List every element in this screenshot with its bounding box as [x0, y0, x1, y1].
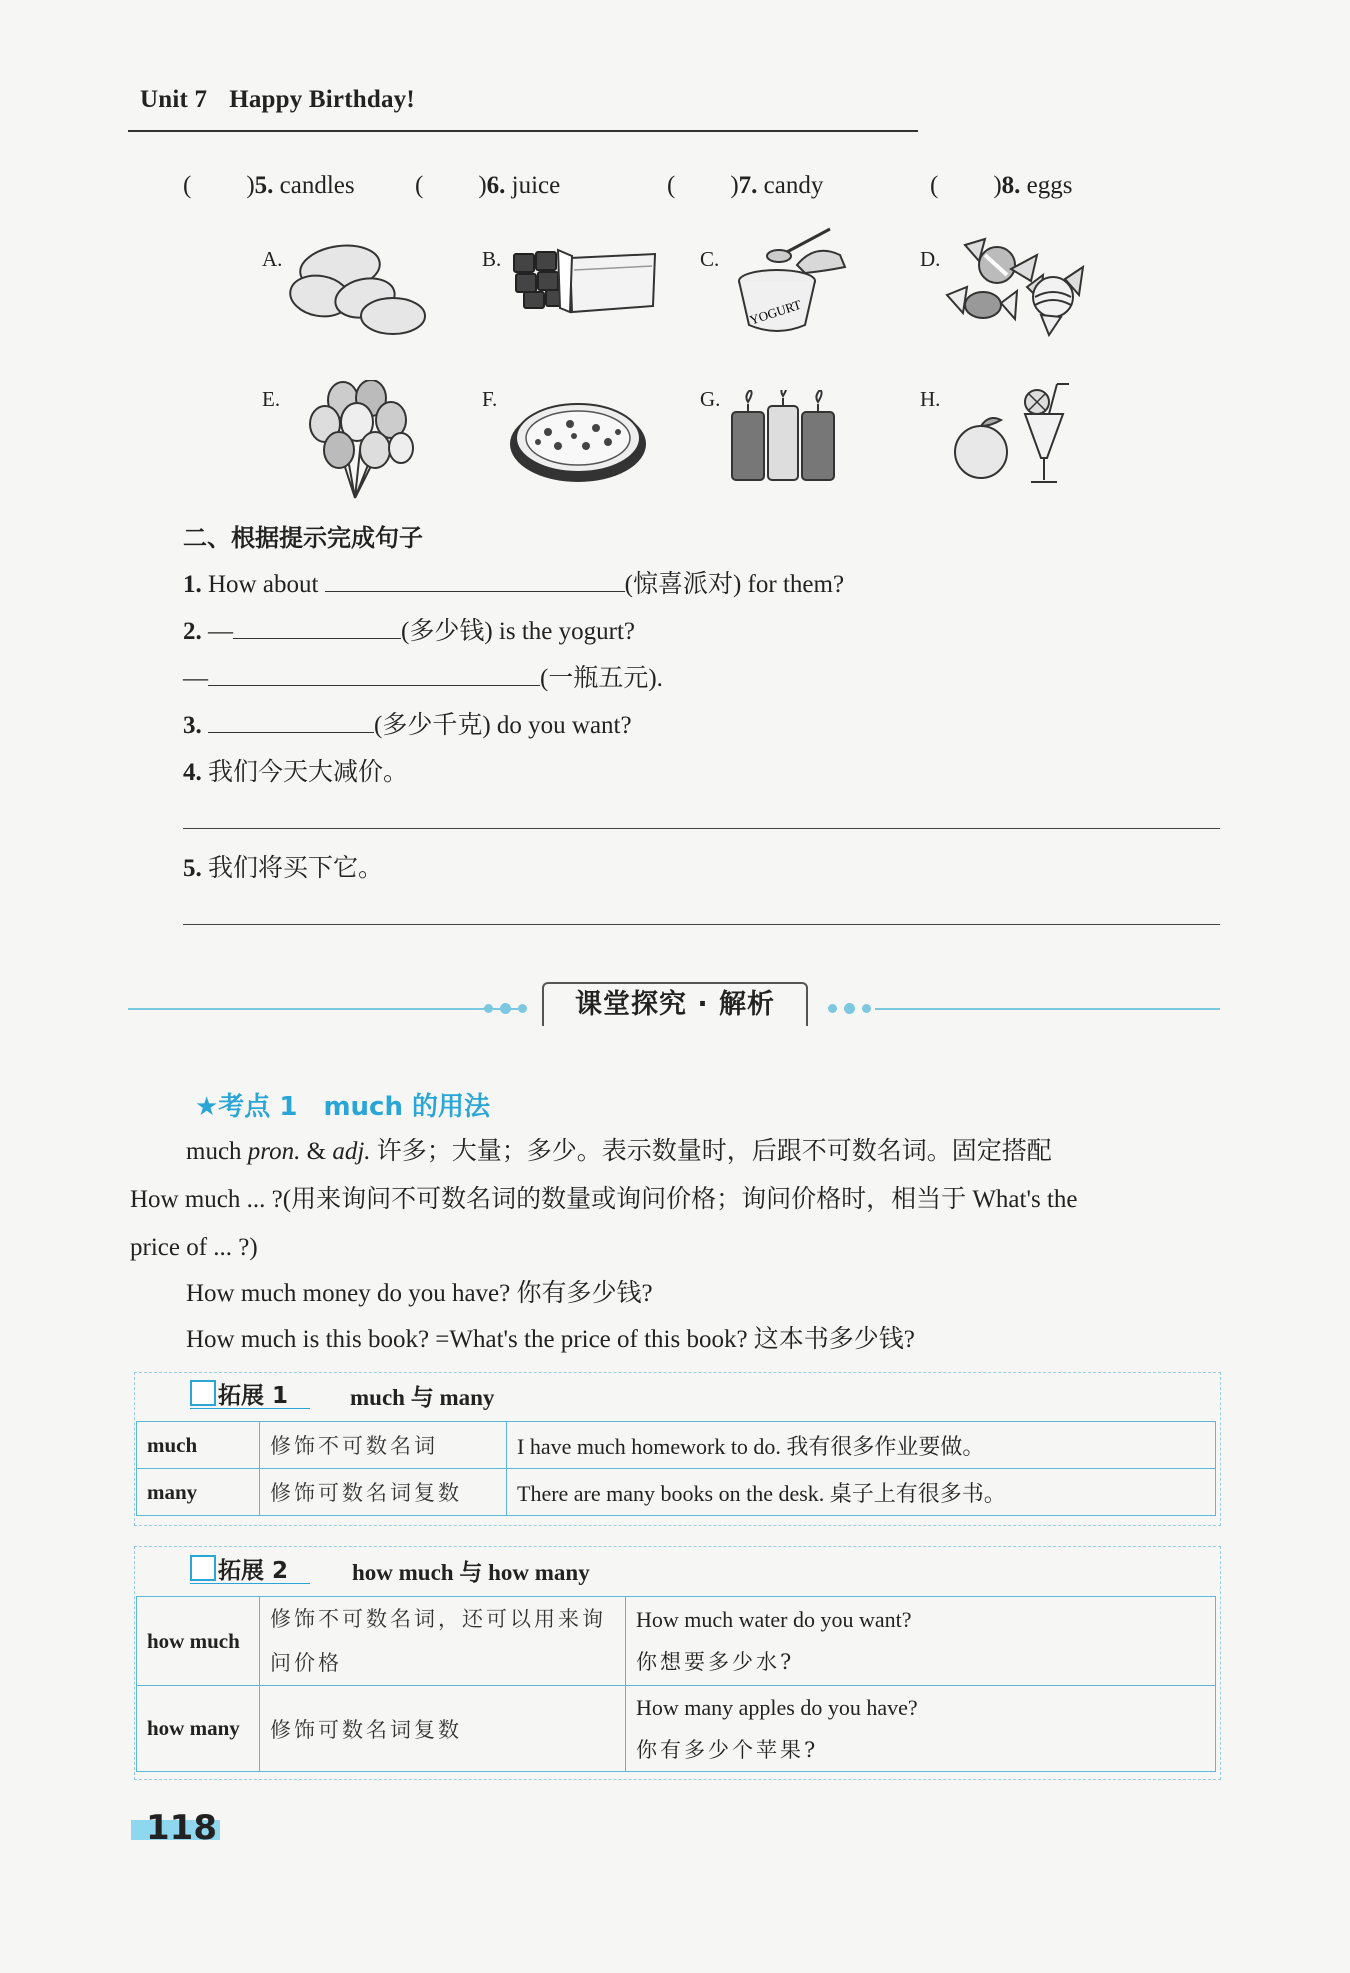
eggs-icon: [285, 238, 435, 338]
pencil-icon: [190, 1380, 216, 1406]
table-cell: 修饰可数名词复数: [260, 1469, 507, 1516]
header-rule: [128, 130, 918, 132]
banner-dot: [518, 1004, 527, 1013]
question-3: 3. (多少千克) do you want?: [183, 705, 632, 741]
unit-header: [140, 86, 415, 114]
table-cell: How much water do you want? 你想要多少水?: [626, 1597, 1216, 1686]
table-cell: many: [137, 1469, 260, 1516]
answer-blank-2b[interactable]: [208, 661, 540, 686]
table-cell: how many: [137, 1686, 260, 1772]
banner-dot: [484, 1004, 493, 1013]
match-item-8: ( )8. eggs: [930, 172, 1073, 199]
table-cell: 修饰不可数名词，还可以用来询 问价格: [260, 1597, 626, 1686]
balloons-icon: [305, 380, 415, 502]
pic-letter-d: D.: [920, 247, 941, 271]
comparison-table-2: [136, 1596, 1216, 1772]
table-cell: How many apples do you have? 你有多少个苹果?: [626, 1686, 1216, 1772]
keypoint-line-1: much pron. & adj. 许多；大量；多少。表示数量时，后跟不可数名词。固定搭配: [186, 1138, 1052, 1165]
extension-underline: [190, 1583, 310, 1584]
table-cell: I have much homework to do. 我有很多作业要做。: [507, 1422, 1216, 1469]
answer-blank-3[interactable]: [208, 708, 374, 733]
table-cell: how much: [137, 1597, 260, 1686]
extension-topic-2: how much 与 how many: [352, 1560, 590, 1585]
page-number: 118: [146, 1808, 217, 1848]
pic-letter-a: A.: [262, 247, 283, 271]
banner-dot: [828, 1004, 837, 1013]
banner-line-right: [875, 1008, 1220, 1010]
unit-title: Happy Birthday!: [229, 86, 415, 113]
table-cell: 修饰不可数名词: [260, 1422, 507, 1469]
banner-dot: [844, 1003, 855, 1014]
yogurt-icon: [735, 225, 865, 340]
extension-label-2: 拓展 2: [218, 1558, 289, 1584]
table-cell: There are many books on the desk. 桌子上有很多书。: [507, 1469, 1216, 1516]
match-item-6: ( )6. juice: [415, 172, 561, 199]
answer-blank-1[interactable]: [325, 567, 625, 592]
example-1: How much money do you have? 你有多少钱?: [186, 1280, 653, 1307]
pizza-icon: [508, 388, 648, 488]
table-cell: much: [137, 1422, 260, 1469]
pic-letter-e: E.: [262, 387, 281, 411]
question-1: 1. How about (惊喜派对) for them?: [183, 564, 844, 600]
unit-label: Unit 7: [140, 86, 208, 113]
answer-blank-2a[interactable]: [233, 614, 401, 639]
extension-label-1: 拓展 1: [218, 1383, 289, 1409]
pic-letter-f: F.: [482, 387, 498, 411]
question-5: 5. 我们将买下它。: [183, 855, 384, 882]
keypoint-title: ★考点 1 much 的用法: [195, 1092, 491, 1122]
candy-icon: [945, 235, 1085, 345]
banner-line-left: [128, 1008, 518, 1010]
table-cell: 修饰可数名词复数: [260, 1686, 626, 1772]
candles-icon: [728, 390, 838, 482]
question-2b: — (一瓶五元).: [183, 658, 663, 694]
banner-dot: [862, 1004, 871, 1013]
banner-dot: [500, 1003, 511, 1014]
yogurt-label: YOGURT: [747, 296, 804, 328]
comparison-table-1: [136, 1421, 1216, 1516]
question-2a: 2. — (多少钱) is the yogurt?: [183, 611, 635, 647]
juice-icon: [945, 380, 1075, 490]
section-banner: 课堂探究 · 解析: [542, 982, 808, 1026]
table-row: [137, 1422, 1216, 1469]
table-row: [137, 1469, 1216, 1516]
extension-topic-1: much 与 many: [350, 1385, 495, 1410]
keypoint-line-3: price of ... ?): [130, 1234, 258, 1261]
keypoint-line-2: How much ... ?(用来询问不可数名词的数量或询问价格；询问价格时，相当于 What's the: [130, 1186, 1078, 1213]
match-item-7: ( )7. candy: [667, 172, 824, 199]
chocolate-icon: [510, 240, 660, 320]
question-4: 4. 我们今天大减价。: [183, 759, 409, 786]
pic-letter-c: C.: [700, 247, 720, 271]
answer-line-4[interactable]: [183, 828, 1220, 829]
table-row: [137, 1597, 1216, 1686]
pic-letter-b: B.: [482, 247, 502, 271]
pencil-icon: [190, 1555, 216, 1581]
answer-line-5[interactable]: [183, 924, 1220, 925]
section-title: 二、根据提示完成句子: [183, 524, 423, 552]
pic-letter-h: H.: [920, 387, 941, 411]
example-2: How much is this book? =What's the price of this book? 这本书多少钱?: [186, 1326, 915, 1353]
table-row: [137, 1686, 1216, 1772]
match-item-5: ( )5. candles: [183, 172, 355, 199]
extension-underline: [190, 1408, 310, 1409]
pic-letter-g: G.: [700, 387, 721, 411]
